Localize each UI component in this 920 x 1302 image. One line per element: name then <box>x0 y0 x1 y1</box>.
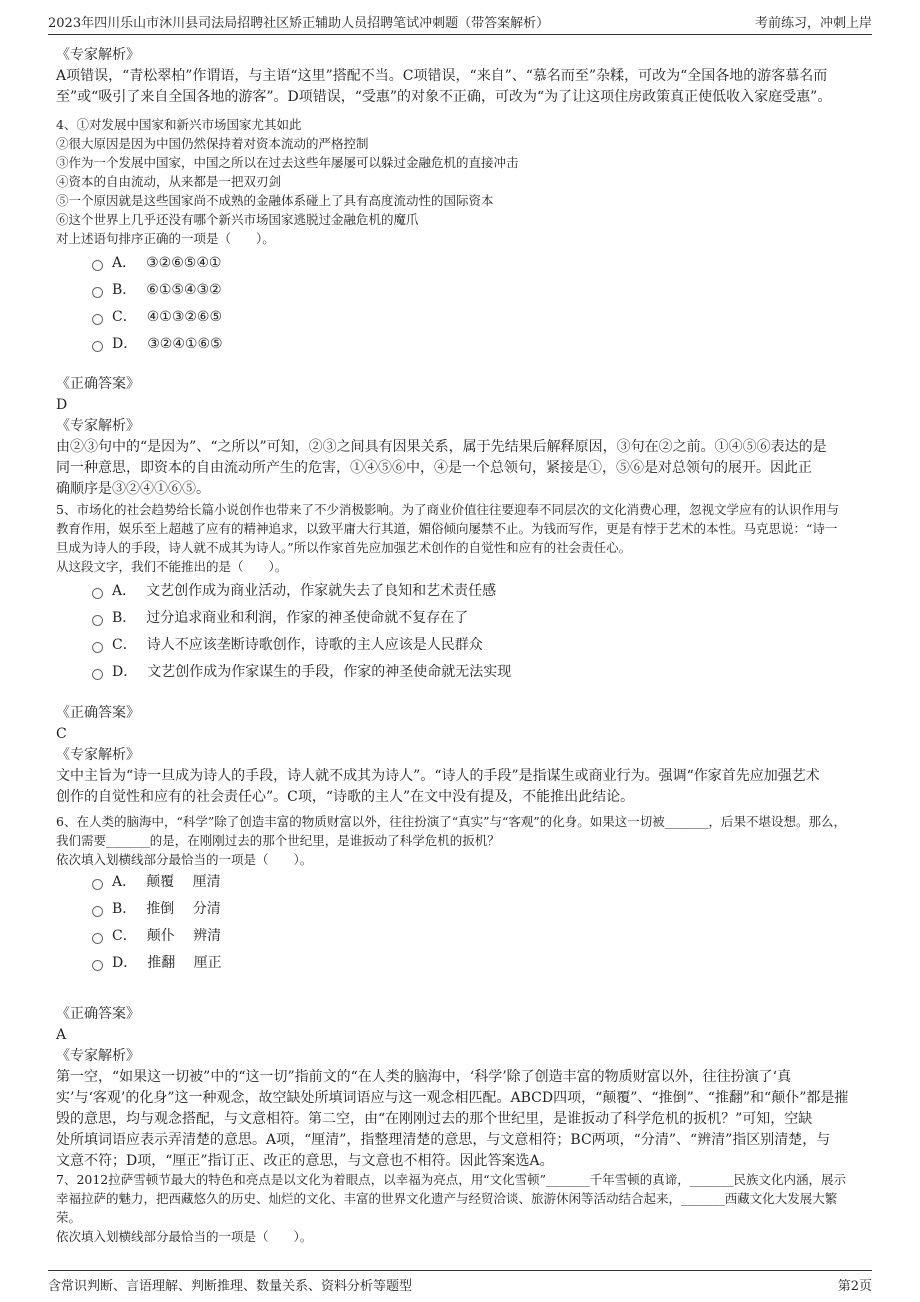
answer-value: D <box>56 397 68 413</box>
radio-icon[interactable] <box>92 906 103 917</box>
q4-line: ⑤一个原因就是这些国家尚不成熟的金融体系碰上了具有高度流动性的国际资本 <box>56 193 494 208</box>
answer-value: A <box>56 1027 67 1043</box>
analysis-line: 由②③句中的“是因为”、“之所以”可知，②③之间具有因果关系，属于先结果后解释原因，③句在②之前。①④⑤⑥表达的是 <box>56 439 827 455</box>
option-a[interactable]: A． 文艺创作成为商业活动，作家就失去了良知和艺术责任感 <box>92 578 511 605</box>
analysis-line: 创作的自觉性和应有的社会责任心”。C项，“诗歌的主人”在文中没有提及，不能推出此结论。 <box>56 789 635 805</box>
q6-line: 依次填入划横线部分最恰当的一项是（ ）。 <box>56 852 313 867</box>
footer-topics: 含常识判断、言语理解、判断推理、数量关系、资料分析等题型 <box>48 1279 413 1294</box>
option-c[interactable]: C． 颠仆 辨清 <box>92 923 222 950</box>
option-d[interactable]: D． 文艺创作成为作家谋生的手段，作家的神圣使命就无法实现 <box>92 659 511 686</box>
analysis-line: 文中主旨为“诗一旦成为诗人的手段，诗人就不成其为诗人”。“诗人的手段”是指谋生或商业行为。强调“作家首先应加强艺术 <box>56 768 820 784</box>
option-b[interactable]: B． ⑥①⑤④③② <box>92 277 223 304</box>
option-a[interactable]: A． ③②⑥⑤④① <box>92 250 223 277</box>
radio-icon[interactable] <box>92 642 103 653</box>
analysis-line: 毁的意思，均与观念搭配，与文意相符。第二空，由“在刚刚过去的那个世纪里，是谁扳动了科学危机的扳机？”可知，空缺 <box>56 1111 813 1127</box>
q6-line: 6、在人类的脑海中，“科学”除了创造丰富的物质财富以外，往往扮演了“真实”与“客观”的化身。如果这一切被_______，后果不堪设想。那么， <box>56 814 847 829</box>
radio-icon[interactable] <box>92 879 103 890</box>
q5-line: 旦成为诗人的手段，诗人就不成其为诗人。”所以作家首先应加强艺术创作的自觉性和应有的社会责任心。 <box>56 540 632 555</box>
option-b[interactable]: B． 推倒 分清 <box>92 896 222 923</box>
q5-line: 从这段文字，我们不能推出的是（ ）。 <box>56 559 288 574</box>
radio-icon[interactable] <box>92 260 103 271</box>
option-c[interactable]: C． 诗人不应该垄断诗歌创作，诗歌的主人应该是人民群众 <box>92 632 511 659</box>
analysis-line: 第一空，“如果这一切被”中的“这一切”指前文的“在人类的脑海中，‘科学’除了创造丰富的物质财富以外，往往扮演了‘真 <box>56 1069 792 1085</box>
question-4-options <box>92 250 223 358</box>
radio-icon[interactable] <box>92 341 103 352</box>
analysis-line: A项错误，“青松翠柏”作谓语，与主语“这里”搭配不当。C项错误，“来自”、“慕名而至”杂糅，可改为“全国各地的游客慕名而 <box>56 68 828 84</box>
analysis-line: 至”或“吸引了来自全国各地的游客”。D项错误，“受惠”的对象不正确，可改为“为了让这项住房政策真正使低收入家庭受惠”。 <box>56 89 832 105</box>
radio-icon[interactable] <box>92 669 103 680</box>
question-4-stem <box>56 115 872 248</box>
q4-line: 4、①对发展中国家和新兴市场国家尤其如此 <box>56 117 302 132</box>
radio-icon[interactable] <box>92 960 103 971</box>
q7-line: 依次填入划横线部分最恰当的一项是（ ）。 <box>56 1229 313 1244</box>
q5-line: 教育作用，娱乐至上超越了应有的精神追求，以致平庸大行其道，媚俗倾向屡禁不止。为钱而写作，更是有悖于艺术的本性。马克思说：“诗一 <box>56 521 838 536</box>
answer-label: 《正确答案》 <box>56 376 140 392</box>
header-title: 2023年四川乐山市沐川县司法局招聘社区矫正辅助人员招聘笔试冲刺题（带答案解析） <box>48 16 550 31</box>
analysis-label: 《专家解析》 <box>56 418 140 434</box>
answer-value: C <box>56 726 67 742</box>
analysis-line: 处所填词语应表示弄清楚的意思。A项，“厘清”，指整理清楚的意思，与文意相符；BC两项，“分清”、“辨清”指区别清楚，与 <box>56 1132 831 1148</box>
analysis-line: 确顺序是③②④①⑥⑤。 <box>56 481 210 497</box>
q7-line: 幸福拉萨的魅力，把西藏悠久的历史、灿烂的文化、丰富的世界文化遗产与经贸洽谈、旅游休闲等活动结合起来，_______西藏文化大发展大繁 <box>56 1191 838 1206</box>
option-a[interactable]: A． 颠覆 厘清 <box>92 869 222 896</box>
q4-line: 对上述语句排序正确的一项是（ ）。 <box>56 231 275 246</box>
question-6-options <box>92 869 222 977</box>
page-header <box>48 12 872 35</box>
q6-line: 我们需要_______的是，在刚刚过去的那个世纪里，是谁扳动了科学危机的扳机？ <box>56 833 500 848</box>
analysis-label: 《专家解析》 <box>56 47 140 63</box>
question-6-stem <box>56 812 872 869</box>
q7-line: 7、2012拉萨雪顿节最大的特色和亮点是以文化为着眼点，以幸福为亮点，用“文化雪顿”_______千年雪顿的真谛，_______民族文化内涵，展示 <box>56 1172 847 1187</box>
top-analysis-block <box>56 45 872 108</box>
q4-line: ②很大原因是因为中国仍然保持着对资本流动的严格控制 <box>56 136 369 151</box>
analysis-line: 同一种意思，即资本的自由流动所产生的危害，①④⑤⑥中，④是一个总领句，紧接是①，⑤⑥是对总领句的展开。因此正 <box>56 460 812 476</box>
header-slogan: 考前练习，冲刺上岸 <box>754 16 872 31</box>
analysis-line: 实’与‘客观’的化身”这一种观念，故空缺处所填词语应与这一观念相匹配。ABCD四项，“颠覆”、“推倒”、“推翻”和“颠仆”都是摧 <box>56 1090 849 1106</box>
radio-icon[interactable] <box>92 933 103 944</box>
question-7-stem <box>56 1170 872 1246</box>
q4-line: ④资本的自由流动，从来都是一把双刃剑 <box>56 174 282 189</box>
q4-line: ⑥这个世界上几乎还没有哪个新兴市场国家逃脱过金融危机的魔爪 <box>56 212 419 227</box>
page-number: 第2页 <box>837 1279 872 1294</box>
analysis-label: 《专家解析》 <box>56 747 140 763</box>
radio-icon[interactable] <box>92 314 103 325</box>
page-footer <box>48 1270 872 1297</box>
option-d[interactable]: D． 推翻 厘正 <box>92 950 222 977</box>
q5-line: 5、市场化的社会趋势给长篇小说创作也带来了不少消极影响。为了商业价值往往要迎奉不同层次的文化消费心理，忽视文学应有的认识作用与 <box>56 502 839 517</box>
analysis-label: 《专家解析》 <box>56 1048 140 1064</box>
q7-line: 荣。 <box>56 1210 82 1225</box>
radio-icon[interactable] <box>92 615 103 626</box>
analysis-line: 文意不符；D项，“厘正”指订正、改正的意思，与文意也不相符。因此答案选A。 <box>56 1153 554 1169</box>
question-5-stem <box>56 500 872 576</box>
q4-line: ③作为一个发展中国家，中国之所以在过去这些年屡屡可以躲过金融危机的直接冲击 <box>56 155 519 170</box>
radio-icon[interactable] <box>92 588 103 599</box>
option-c[interactable]: C． ④①③②⑥⑤ <box>92 304 223 331</box>
answer-label: 《正确答案》 <box>56 1006 140 1022</box>
question-4-answer <box>56 374 872 500</box>
question-5-options <box>92 578 511 686</box>
option-d[interactable]: D． ③②④①⑥⑤ <box>92 331 223 358</box>
answer-label: 《正确答案》 <box>56 705 140 721</box>
question-5-answer <box>56 703 872 808</box>
radio-icon[interactable] <box>92 287 103 298</box>
question-6-answer <box>56 1004 872 1172</box>
option-b[interactable]: B． 过分追求商业和利润，作家的神圣使命就不复存在了 <box>92 605 511 632</box>
